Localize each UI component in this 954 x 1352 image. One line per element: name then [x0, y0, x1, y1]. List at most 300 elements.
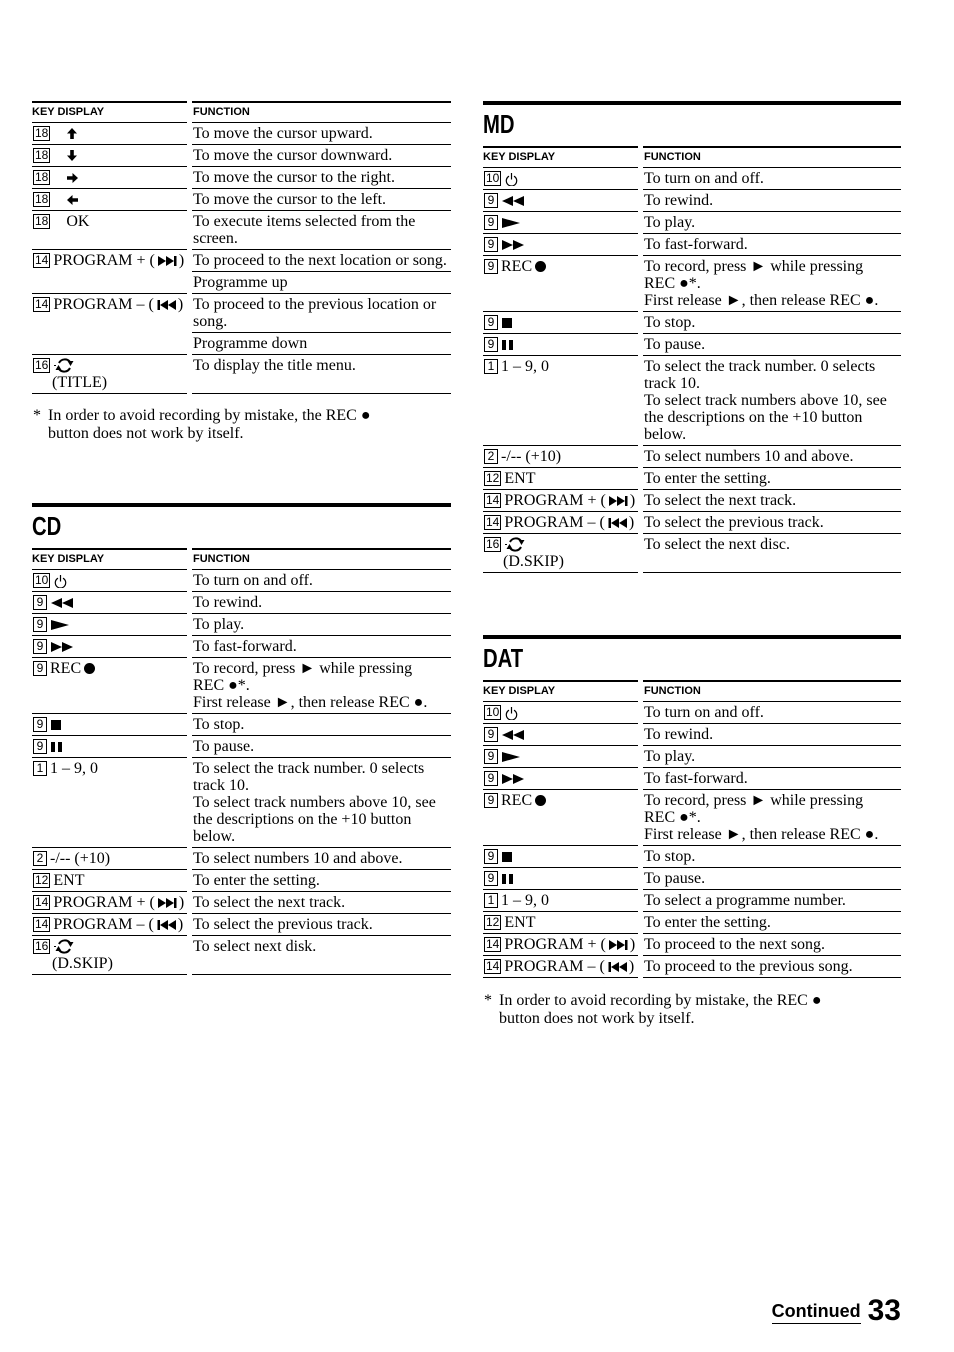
function-entry — [192, 250, 451, 272]
function-cell — [643, 746, 901, 768]
function-cell — [192, 570, 451, 592]
function-entry — [192, 658, 451, 714]
table-row — [32, 592, 451, 614]
key-content — [53, 574, 67, 588]
prev-track-icon-glyph — [608, 518, 627, 528]
key-display-line — [33, 638, 187, 655]
key-display-line — [33, 252, 187, 269]
key-content — [50, 760, 98, 777]
function-cell — [643, 490, 901, 512]
stop-icon-glyph — [51, 720, 61, 730]
table-row — [32, 145, 451, 167]
md-section — [483, 101, 901, 570]
function-text-line: REC ●*. — [644, 809, 701, 826]
key-number-badge: 9 — [484, 871, 498, 886]
footnote-line: button does not work by itself. — [499, 1010, 695, 1027]
function-entry — [643, 912, 901, 934]
key-content — [66, 195, 78, 205]
key-display-cell — [483, 190, 638, 212]
function-entry — [192, 592, 451, 614]
table-row — [483, 934, 901, 956]
key-display-line — [33, 894, 187, 911]
key-content — [501, 218, 520, 228]
function-entry — [643, 334, 901, 356]
function-text-line: To play. — [644, 214, 696, 231]
key-sublabel: (D.SKIP) — [503, 553, 564, 570]
function-text-line: To display the title menu. — [193, 357, 356, 374]
function-entry — [643, 724, 901, 746]
function-text-line: To proceed to the next location or song. — [193, 252, 447, 269]
rewind-icon-glyph — [502, 196, 524, 206]
power-icon-glyph — [505, 706, 518, 720]
table-row — [483, 446, 901, 468]
table-row — [32, 570, 451, 592]
function-entry — [192, 892, 451, 914]
function-text-line: To select the track number. 0 selects — [193, 760, 425, 777]
key-label: PROGRAM + ( — [504, 936, 606, 953]
power-icon-glyph — [54, 574, 67, 588]
key-content — [66, 150, 77, 161]
key-content — [50, 742, 62, 752]
key-display-cell — [483, 490, 638, 512]
next-track-icon-glyph — [609, 940, 628, 950]
key-display-line — [33, 616, 187, 633]
footnote-asterisk: * — [33, 407, 41, 424]
key-content — [504, 470, 535, 487]
function-text-line: below. — [193, 828, 236, 845]
table-row — [483, 790, 901, 846]
key-content — [504, 492, 635, 509]
key-display-cell — [483, 256, 638, 312]
right-column — [483, 0, 901, 1352]
fast-forward-icon — [51, 642, 73, 652]
function-text-line: To select track numbers above 10, see — [193, 794, 436, 811]
key-display-header: KEY DISPLAY — [32, 548, 187, 570]
function-entry — [643, 768, 901, 790]
record-icon-glyph — [535, 261, 546, 272]
key-display-line — [33, 357, 187, 374]
key-content — [50, 720, 61, 730]
key-display-line — [33, 916, 187, 933]
function-text-line: To select numbers 10 and above. — [193, 850, 403, 867]
right-arrow-icon — [67, 173, 78, 183]
key-display-line — [33, 169, 187, 186]
key-content — [50, 642, 73, 652]
play-icon-glyph — [502, 752, 520, 762]
page-number: 33 — [867, 1294, 901, 1327]
function-text-line: To select the next track. — [644, 492, 797, 509]
function-text-line: To move the cursor downward. — [193, 147, 393, 164]
key-content — [504, 914, 535, 931]
table-row — [483, 334, 901, 356]
stop-icon — [51, 720, 61, 730]
section-rule — [483, 635, 901, 639]
function-header: FUNCTION — [192, 101, 451, 123]
function-text-line: To select next disk. — [193, 938, 317, 955]
key-display-line — [33, 938, 187, 955]
function-cell — [192, 355, 451, 394]
prev-track-icon-glyph — [157, 920, 176, 930]
function-cell — [643, 446, 901, 468]
circular-arrows-icon-glyph — [54, 937, 75, 956]
key-display-cell — [32, 355, 187, 394]
key-number-badge: 14 — [35, 297, 49, 311]
key-number-badge: 12 — [35, 873, 49, 887]
table-row — [32, 167, 451, 189]
key-display-line — [33, 738, 187, 755]
key-number-badge: 14 — [486, 515, 500, 529]
stop-icon-glyph — [502, 318, 512, 328]
key-label: -/-- (+10) — [50, 850, 111, 867]
function-text-line: To record, press ► while pressing — [644, 792, 864, 809]
key-content — [53, 296, 183, 313]
key-label: 1 – 9, 0 — [50, 760, 98, 777]
table-row — [483, 868, 901, 890]
key-content — [501, 196, 524, 206]
table-row — [483, 912, 901, 934]
key-number-badge: 2 — [484, 449, 498, 464]
function-entry — [192, 870, 451, 892]
next-track-icon — [158, 898, 177, 908]
function-entry — [643, 512, 901, 534]
function-entry — [192, 914, 451, 936]
key-display-cell — [32, 294, 187, 355]
key-display-line — [33, 572, 187, 589]
right-arrow-icon-glyph — [67, 173, 78, 183]
table-row — [483, 212, 901, 234]
key-display-line — [33, 660, 187, 677]
function-text-line: screen. — [193, 230, 238, 247]
key-number-badge: 9 — [484, 749, 498, 764]
function-entry — [643, 956, 901, 978]
play-icon — [502, 218, 520, 228]
function-text-line: To pause. — [644, 336, 706, 353]
function-text-line: To select a programme number. — [644, 892, 846, 909]
key-display-line — [484, 770, 638, 787]
function-entry — [192, 636, 451, 658]
function-text-line: To proceed to the previous location or — [193, 296, 437, 313]
fast-forward-icon-glyph — [502, 240, 524, 250]
key-label: PROGRAM – ( — [53, 916, 154, 933]
footnote-line: In order to avoid recording by mistake, the REC ● — [499, 992, 822, 1009]
function-text-line: the descriptions on the +10 button — [193, 811, 412, 828]
function-text-line: To pause. — [644, 870, 706, 887]
key-number-badge: 14 — [486, 959, 500, 973]
down-arrow-icon-glyph — [67, 150, 77, 161]
key-number-badge: 10 — [486, 705, 500, 719]
key-display-cell — [32, 614, 187, 636]
function-entry — [643, 256, 901, 312]
function-cell — [643, 846, 901, 868]
key-number-badge: 9 — [33, 639, 47, 654]
key-content — [66, 173, 78, 183]
key-number-badge: 1 — [484, 359, 498, 374]
key-number-badge: 9 — [484, 849, 498, 864]
prev-track-icon-glyph — [608, 962, 627, 972]
function-entry — [643, 356, 901, 446]
key-content — [501, 852, 512, 862]
key-display-line — [484, 358, 638, 375]
function-cell — [643, 256, 901, 312]
md-key-table — [483, 146, 901, 573]
pause-icon-glyph — [51, 742, 62, 752]
power-icon — [505, 706, 518, 720]
function-entry — [192, 123, 451, 145]
key-display-line — [484, 726, 638, 743]
key-display-cell — [483, 724, 638, 746]
function-entry — [192, 211, 451, 250]
function-cell — [643, 956, 901, 978]
table-row — [483, 956, 901, 978]
key-label: OK — [66, 213, 90, 230]
function-text-line: To stop. — [193, 716, 245, 733]
function-header: FUNCTION — [192, 548, 451, 570]
function-cell — [192, 250, 451, 294]
key-content — [504, 936, 635, 953]
key-label-suffix: ) — [629, 936, 636, 953]
key-label: REC — [501, 792, 533, 809]
key-display-cell — [32, 736, 187, 758]
circular-arrows-icon-glyph — [505, 535, 526, 554]
footnote-text — [48, 407, 370, 443]
key-content — [50, 620, 69, 630]
key-display-cell — [32, 848, 187, 870]
key-display-cell — [483, 934, 638, 956]
key-display-cell — [32, 870, 187, 892]
key-number-badge: 1 — [484, 893, 498, 908]
play-icon-glyph — [502, 218, 520, 228]
key-display-header: KEY DISPLAY — [483, 680, 638, 702]
key-label: ENT — [504, 914, 536, 931]
key-display-cell — [32, 570, 187, 592]
function-text-line: the descriptions on the +10 button — [644, 409, 863, 426]
pause-icon — [51, 742, 62, 752]
table-header-row — [32, 101, 451, 123]
key-display-line — [484, 958, 638, 975]
key-label: ENT — [53, 872, 85, 889]
function-text-line: To fast-forward. — [644, 770, 748, 787]
key-label: ENT — [504, 470, 536, 487]
key-number-badge: 14 — [486, 493, 500, 507]
key-content — [501, 792, 546, 809]
key-display-line — [484, 870, 638, 887]
function-cell — [192, 592, 451, 614]
function-cell — [643, 190, 901, 212]
function-text-line: To rewind. — [644, 192, 714, 209]
key-number-badge: 9 — [33, 595, 47, 610]
key-content — [501, 240, 524, 250]
function-cell — [643, 312, 901, 334]
key-content — [504, 706, 518, 720]
key-content — [53, 937, 75, 956]
function-entry — [192, 570, 451, 592]
key-number-badge: 14 — [35, 917, 49, 931]
key-display-line — [484, 536, 638, 553]
function-text-line: To select the previous track. — [193, 916, 373, 933]
key-content — [501, 258, 546, 275]
function-entry — [643, 702, 901, 724]
key-number-badge: 14 — [486, 937, 500, 951]
table-row — [32, 848, 451, 870]
key-display-line — [484, 748, 638, 765]
key-display-header: KEY DISPLAY — [483, 146, 638, 168]
key-number-badge: 9 — [33, 739, 47, 754]
function-text-line: To select track numbers above 10, see — [644, 392, 887, 409]
table-row — [483, 168, 901, 190]
key-number-badge: 9 — [484, 237, 498, 252]
function-cell — [643, 724, 901, 746]
dat-section — [483, 635, 901, 975]
prev-track-icon — [608, 962, 627, 972]
key-label: PROGRAM + ( — [53, 252, 155, 269]
table-row — [32, 355, 451, 394]
function-cell — [192, 736, 451, 758]
key-number-badge: 9 — [33, 717, 47, 732]
key-label: 1 – 9, 0 — [501, 892, 549, 909]
play-icon-glyph — [51, 620, 69, 630]
key-number-badge: 9 — [484, 337, 498, 352]
function-cell — [643, 168, 901, 190]
key-content — [50, 660, 95, 677]
record-icon — [535, 261, 546, 272]
function-entry — [643, 868, 901, 890]
next-track-icon — [609, 940, 628, 950]
table-header-row — [32, 548, 451, 570]
key-content — [501, 752, 520, 762]
key-display-cell — [32, 758, 187, 848]
next-track-icon — [158, 256, 177, 266]
key-number-badge: 2 — [33, 851, 47, 866]
table-header-row — [483, 680, 901, 702]
stop-icon-glyph — [502, 852, 512, 862]
key-display-cell — [483, 356, 638, 446]
page-footer — [771, 1294, 901, 1327]
key-number-badge: 9 — [33, 617, 47, 632]
key-label-suffix: ) — [178, 894, 185, 911]
key-content — [504, 958, 634, 975]
function-text-line: Programme up — [193, 274, 288, 291]
function-text-line: First release ►, then release REC ●. — [193, 694, 428, 711]
key-display-line — [484, 514, 638, 531]
key-display-line — [484, 448, 638, 465]
table-row — [32, 123, 451, 145]
function-entry — [192, 145, 451, 167]
function-cell — [643, 468, 901, 490]
table-row — [483, 534, 901, 573]
table-row — [483, 312, 901, 334]
key-display-cell — [32, 892, 187, 914]
table-row — [483, 234, 901, 256]
function-entry — [192, 736, 451, 758]
key-display-cell — [32, 658, 187, 714]
function-text-line: To select the previous track. — [644, 514, 824, 531]
function-text-line: To fast-forward. — [193, 638, 297, 655]
key-content — [53, 356, 75, 375]
table-row — [483, 356, 901, 446]
table-header-row — [483, 146, 901, 168]
key-display-cell — [483, 212, 638, 234]
function-text-line: REC ●*. — [644, 275, 701, 292]
function-text-line: To enter the setting. — [644, 470, 771, 487]
key-number-badge: 12 — [486, 471, 500, 485]
key-content — [50, 598, 73, 608]
function-cell — [192, 614, 451, 636]
function-cell — [643, 512, 901, 534]
table-row — [483, 490, 901, 512]
key-label-suffix: ) — [629, 492, 636, 509]
key-display-cell — [483, 534, 638, 573]
key-number-badge: 9 — [484, 315, 498, 330]
cursor-key-table — [32, 101, 451, 394]
prev-track-icon — [157, 300, 176, 310]
function-text-line: song. — [193, 313, 228, 330]
key-display-line — [33, 191, 187, 208]
up-arrow-icon — [67, 128, 77, 139]
function-cell — [192, 714, 451, 736]
key-content — [501, 730, 524, 740]
key-label: 1 – 9, 0 — [501, 358, 549, 375]
function-cell — [192, 145, 451, 167]
function-entry — [643, 790, 901, 846]
key-number-badge: 18 — [35, 170, 49, 184]
function-text-line: To play. — [193, 616, 245, 633]
key-display-line — [33, 147, 187, 164]
table-row — [32, 936, 451, 975]
table-row — [483, 768, 901, 790]
key-display-cell — [483, 468, 638, 490]
function-text-line: Programme down — [193, 335, 308, 352]
function-entry — [643, 934, 901, 956]
key-number-badge: 10 — [35, 573, 49, 587]
table-row — [483, 890, 901, 912]
rewind-icon-glyph — [502, 730, 524, 740]
function-text-line: To record, press ► while pressing — [644, 258, 864, 275]
key-content — [501, 340, 513, 350]
key-display-line — [484, 914, 638, 931]
key-content — [66, 128, 77, 139]
key-display-cell — [483, 312, 638, 334]
function-text-line: below. — [644, 426, 687, 443]
key-display-line — [484, 170, 638, 187]
key-number-badge: 9 — [484, 793, 498, 808]
function-cell — [643, 768, 901, 790]
function-cell — [643, 890, 901, 912]
prev-track-icon-glyph — [157, 300, 176, 310]
function-text-line: To select the track number. 0 selects — [644, 358, 876, 375]
function-text-line: To enter the setting. — [193, 872, 320, 889]
function-entry — [643, 312, 901, 334]
circular-arrows-icon — [54, 356, 75, 375]
function-text-line: To stop. — [644, 848, 696, 865]
key-display-line — [33, 716, 187, 733]
function-text-line: To play. — [644, 748, 696, 765]
key-number-badge: 9 — [484, 193, 498, 208]
record-icon-glyph — [535, 795, 546, 806]
function-text-line: To select the next disc. — [644, 536, 790, 553]
key-display-line — [33, 594, 187, 611]
rewind-icon — [502, 730, 524, 740]
key-display-line — [484, 314, 638, 331]
function-text-line: First release ►, then release REC ●. — [644, 292, 879, 309]
prev-track-icon — [608, 518, 627, 528]
key-label-suffix: ) — [177, 916, 184, 933]
function-text-line: To move the cursor to the left. — [193, 191, 387, 208]
key-display-cell — [483, 234, 638, 256]
function-cell — [643, 790, 901, 846]
table-row — [32, 614, 451, 636]
record-icon — [84, 663, 95, 674]
key-sublabel: (TITLE) — [52, 374, 108, 391]
